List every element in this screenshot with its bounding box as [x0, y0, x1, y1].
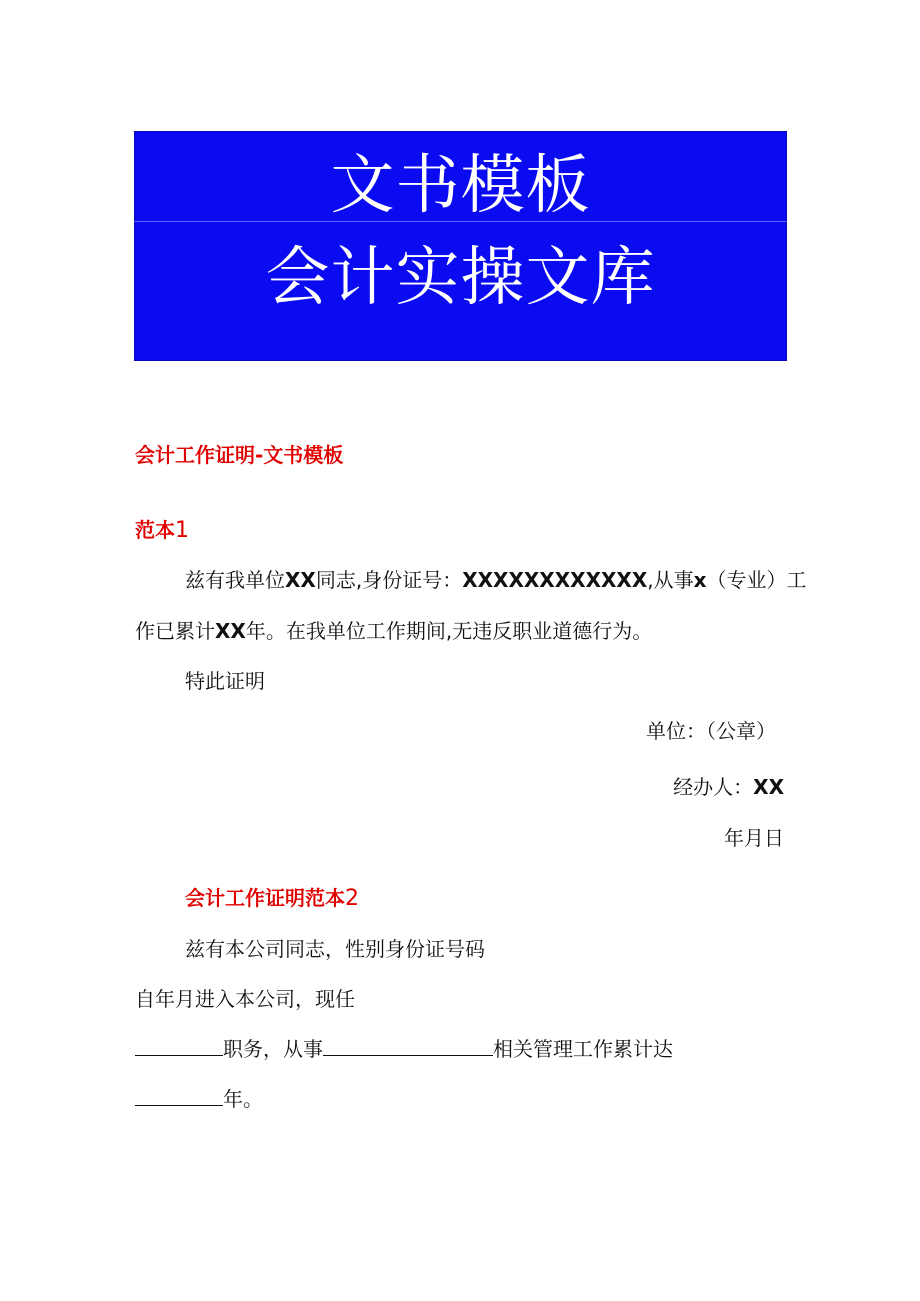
agent-value: XX: [753, 775, 784, 799]
p1-text-a: 兹有我单位: [185, 568, 285, 592]
sample2-line2: 自年月进入本公司，现任: [135, 987, 355, 1011]
banner-title-line2: 会计实操文库: [265, 241, 656, 315]
p2-text-c: 年。在我单位工作期间,无违反职业道德行为。: [245, 619, 653, 643]
sample2-heading-text: 会计工作证明范本: [185, 886, 345, 910]
l3-text-b: 相关管理工作累计达: [493, 1037, 673, 1061]
sample1-paragraph-line2: [135, 619, 652, 643]
agent-label: 经办人：: [673, 775, 754, 799]
years-blank: [135, 1087, 223, 1106]
document-heading: 会计工作证明-文书模板: [135, 443, 344, 467]
p1-text-g: （专业）工: [706, 568, 807, 592]
l3-text-a: 职务，从事: [223, 1037, 323, 1061]
p1-text-c: 同志,身份证号：: [315, 568, 463, 592]
sample2-line4: [135, 1087, 263, 1111]
sample2-heading-number: 2: [345, 886, 359, 911]
sample1-unit-seal: 单位：（公章）: [646, 719, 776, 743]
sample1-agent: [673, 775, 784, 799]
sample2-heading: [185, 886, 359, 911]
work-blank: [323, 1037, 493, 1056]
sample1-heading: [135, 518, 189, 543]
sample1-paragraph-line1: [185, 568, 807, 592]
sample2-line3: [135, 1037, 673, 1061]
title-banner: [134, 131, 787, 361]
sample1-heading-number: 1: [175, 518, 189, 543]
sample1-certify-text: 特此证明: [185, 669, 265, 693]
banner-title-line1: 文书模板: [330, 149, 591, 223]
position-blank: [135, 1037, 223, 1056]
sample1-date: 年月日: [724, 826, 784, 850]
p1-text-e: ,从事: [647, 568, 694, 592]
sample2-line1: 兹有本公司同志，性别身份证号码: [185, 937, 485, 961]
p2-years-placeholder: XX: [215, 619, 246, 643]
p1-major-placeholder: x: [693, 568, 707, 592]
p1-name-placeholder: XX: [285, 568, 316, 592]
p2-text-a: 作已累计: [135, 619, 215, 643]
p1-id-placeholder: XXXXXXXXXXXX: [462, 568, 648, 592]
l4-text: 年。: [223, 1087, 263, 1111]
banner-divider: [134, 221, 787, 222]
sample1-heading-text: 范本: [135, 518, 175, 542]
